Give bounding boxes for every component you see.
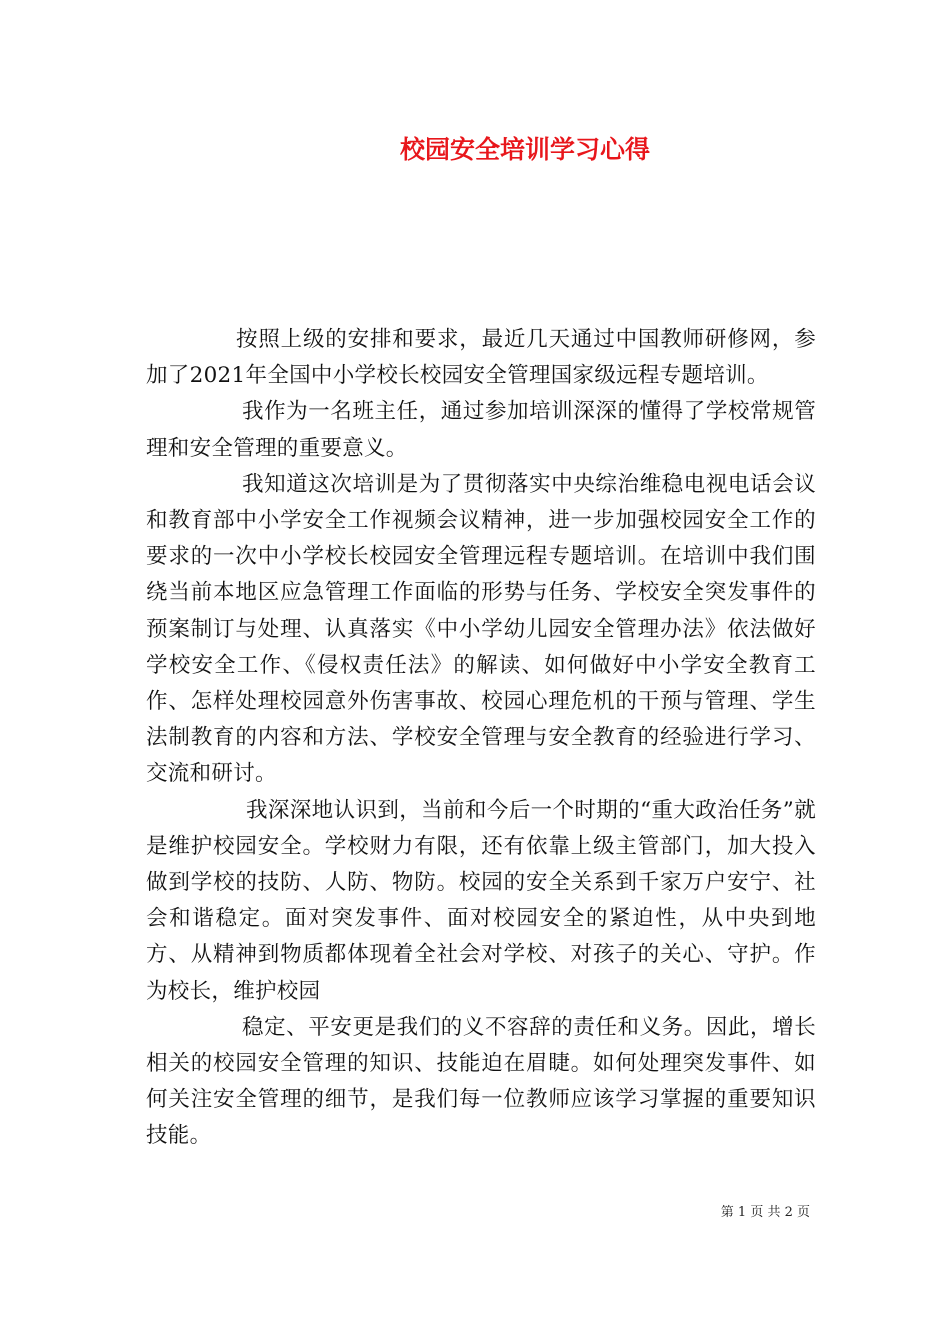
- document-body: [146, 322, 816, 1155]
- page-number-footer: 第 1 页 共 2 页: [720, 1205, 810, 1220]
- paragraph-4: 我深深地认识到，当前和今后一个时期的“重大政治任务”就是维护校园安全。学校财力有限，还有依靠上级主管部门，加大投入做到学校的技防、人防、物防。校园的安全关系到千家万户安宁、社会和谐稳定。面对突发事件、面对校园安全的紧迫性，从中央到地方、从精神到物质都体现着全社会对学校、对孩子的关心、守护。作为校长，维护校园: [146, 797, 816, 1004]
- paragraph-2: 我作为一名班主任，通过参加培训深深的懂得了学校常规管理和安全管理的重要意义。: [146, 399, 816, 461]
- paragraph-3: 我知道这次培训是为了贯彻落实中央综治维稳电视电话会议和教育部中小学安全工作视频会议精神，进一步加强校园安全工作的要求的一次中小学校长校园安全管理远程专题培训。在培训中我们围绕当前本地区应急管理工作面临的形势与任务、学校安全突发事件的预案制订与处理、认真落实《中小学幼儿园安全管理办法》依法做好学校安全工作、《侵权责任法》的解读、如何做好中小学安全教育工作、怎样处理校园意外伤害事故、校园心理危机的干预与管理、学生法制教育的内容和方法、学校安全管理与安全教育的经验进行学习、交流和研讨。: [146, 471, 816, 787]
- paragraph-1: 按照上级的安排和要求，最近几天通过中国教师研修网，参加了2021年全国中小学校长校园安全管理国家级远程专题培训。: [146, 327, 816, 389]
- paragraph-5: 稳定、平安更是我们的义不容辞的责任和义务。因此，增长相关的校园安全管理的知识、技能迫在眉睫。如何处理突发事件、如何关注安全管理的细节，是我们每一位教师应该学习掌握的重要知识技能。: [146, 1014, 816, 1149]
- document-title: 校园安全培训学习心得: [399, 135, 650, 164]
